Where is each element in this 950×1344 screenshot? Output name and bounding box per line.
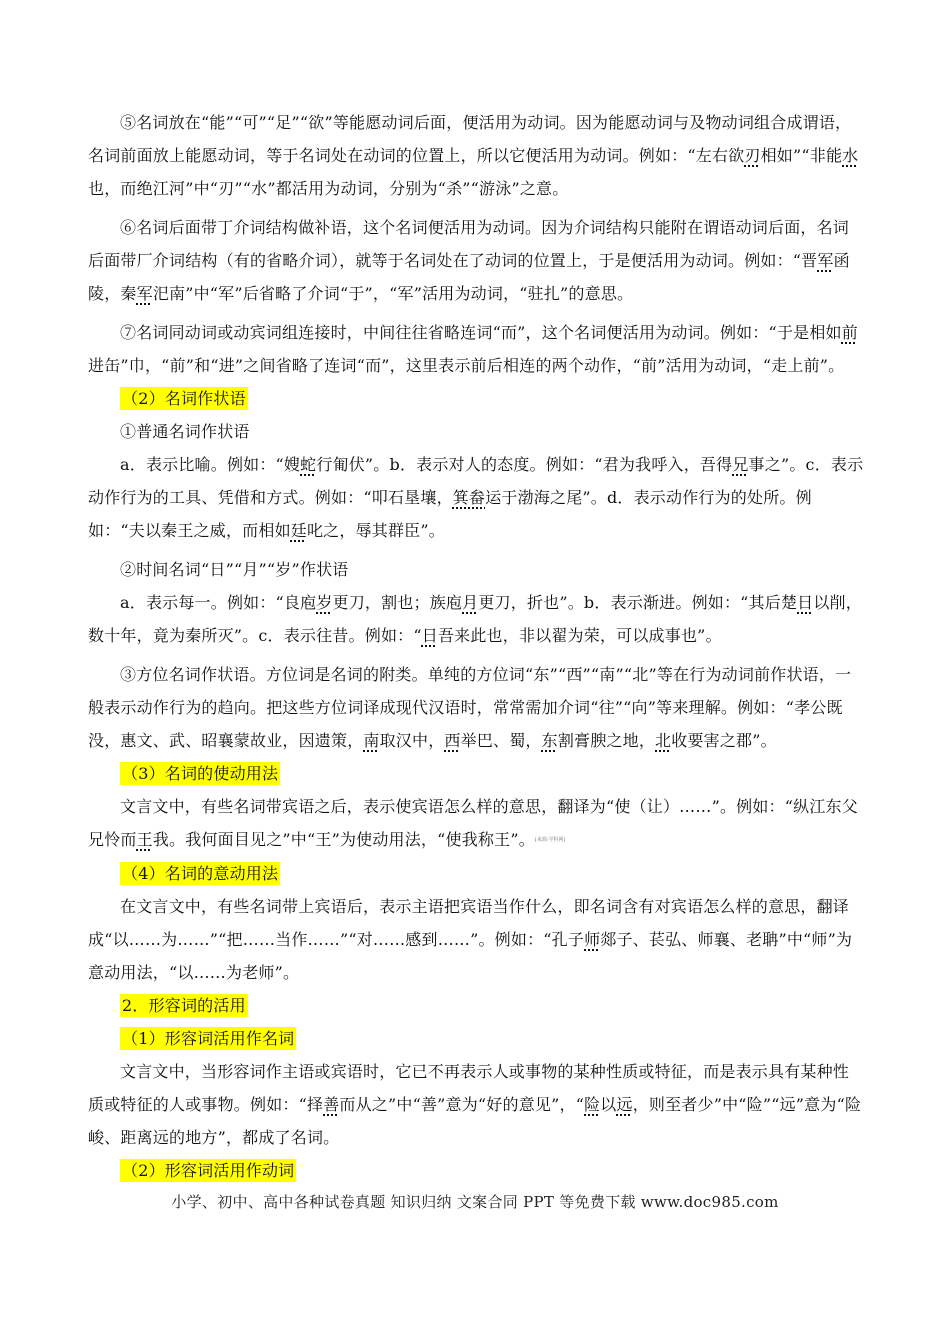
emphasis-dot: 远 bbox=[616, 1095, 633, 1114]
paragraph-noun-putative bbox=[88, 890, 864, 989]
highlighted-heading: 2．形容词的活用 bbox=[122, 996, 246, 1015]
paragraph-noun-with-verb bbox=[88, 316, 864, 382]
text: 更刀，割也；族庖 bbox=[332, 593, 463, 612]
text: 郯子、苌弘、师襄、老聃”中“师”为意动用法，“以……为老师”。 bbox=[88, 930, 853, 982]
highlighted-heading: （2）形容词活用作动词 bbox=[122, 1161, 295, 1180]
paragraph-noun-after-modal-verb bbox=[88, 106, 864, 205]
emphasis-dot: 岁 bbox=[316, 593, 333, 612]
emphasis-dot: 刃 bbox=[744, 146, 761, 165]
emphasis-dot: 险 bbox=[584, 1095, 601, 1114]
text: ②时间名词“日”“月”“岁”作状语 bbox=[120, 560, 349, 579]
text: 事之”。c．表示动作行为的工具、凭借和方式。例如：“叩石垦壤， bbox=[88, 455, 864, 507]
emphasis-dot: 箕畚 bbox=[452, 488, 486, 507]
text: ①普通名词作状语 bbox=[120, 422, 250, 441]
subheading-common-noun-adverbial bbox=[88, 415, 864, 448]
subheading-time-noun-adverbial bbox=[88, 553, 864, 586]
section-heading-noun-adverbial bbox=[88, 382, 864, 415]
text: 收要害之郡”。 bbox=[671, 731, 777, 750]
text: 我。我何面目见之”中“王”为使动用法，“使我称王”。 bbox=[152, 830, 535, 849]
emphasis-dot: 军 bbox=[817, 251, 834, 270]
paragraph-common-noun-examples bbox=[88, 448, 864, 547]
emphasis-dot: 善 bbox=[323, 1095, 340, 1114]
text: 相如”“非能 bbox=[760, 146, 843, 165]
emphasis-dot: 北 bbox=[655, 731, 672, 750]
text: ⑥名词后面带丁介词结构做补语，这个名词便活用为动词。因为介词结构只能附在谓语动词后面，名词后面带厂介词结构（有的省略介词），就等于名词处在了动词的位置上，于是便活用为动词。例如：“晋 bbox=[88, 218, 850, 270]
text: ⑤名词放在“能”“可”“足”“欲”等能愿动词后面，便活用为动词。因为能愿动词与及物动词组合成谓语，名词前面放上能愿动词，等于名词处在动词的位置上，所以它便活用为动词。例如：“左右欲 bbox=[88, 113, 852, 165]
emphasis-dot: 师 bbox=[584, 930, 601, 949]
text: ⑦名词同动词或动宾词组连接时，中间往往省略连词“而”，这个名词便活用为动词。例如：“于是相如 bbox=[120, 323, 842, 342]
text: 行匍伏”。b．表示对人的态度。例如：“君为我呼入，吾得 bbox=[316, 455, 733, 474]
paragraph-noun-causative bbox=[88, 790, 864, 857]
text: 函陵，秦 bbox=[88, 251, 850, 303]
text: 也，而绝江河”中“刃”“水”都活用为动词，分别为“杀”“游泳”之意。 bbox=[88, 179, 569, 198]
text: 举巴、蜀， bbox=[460, 731, 542, 750]
text: 文言文中，有些名词带宾语之后，表示使宾语怎么样的意思，翻译为“使（让）……”。例如：“纵江东父兄怜而 bbox=[88, 797, 858, 849]
emphasis-dot: 西 bbox=[444, 731, 461, 750]
text: 文言文中，当形容词作主语或宾语时，它已不再表示人或事物的某种性质或特征，而是表示具有某种性质或特征的人或事物。例如：“择 bbox=[88, 1062, 850, 1114]
text: a．表示比喻。例如：“嫂 bbox=[120, 455, 301, 474]
text: 而从之”中“善”意为“好的意见”，“ bbox=[339, 1095, 585, 1114]
text: 进缶”巾，“前”和“进”之间省略了连词“而”，这里表示前后相连的两个动作，“前”活用为动词，“走上前”。 bbox=[88, 356, 845, 375]
emphasis-dot: 军 bbox=[136, 284, 153, 303]
highlighted-heading: （3）名词的使动用法 bbox=[122, 764, 279, 783]
text: 叱之，辱其群臣”。 bbox=[306, 521, 445, 540]
emphasis-dot: 廷 bbox=[290, 521, 307, 540]
text: ③方位名词作状语。方位词是名词的附类。单纯的方位词“东”“西”“南”“北”等在行为动词前作状语，一般表示动作行为的趋向。把这些方位词译成现代汉语时，常常需加介词“往”“向”等来理解。例如：“孝公既没，惠文、武、昭襄蒙故业，因遗策， bbox=[88, 665, 852, 750]
text: 在文言文中，有些名词带上宾语后，表示主语把宾语当作什么，即名词含有对宾语怎么样的意思，翻译成“以……为……”“把……当作……”“对……感到……”。例如：“孔子 bbox=[88, 897, 850, 949]
highlighted-heading: （4）名词的意动用法 bbox=[122, 864, 279, 883]
emphasis-dot: 兄 bbox=[732, 455, 749, 474]
text: 更刀，折也”。b．表示渐进。例如：“其后楚 bbox=[478, 593, 798, 612]
section-heading-adjective-as-noun bbox=[88, 1022, 864, 1055]
section-heading-noun-putative bbox=[88, 857, 864, 890]
page-footer: 小学、初中、高中各种试卷真题 知识归纳 文案合同 PPT 等免费下载 www.doc985.com bbox=[171, 1193, 779, 1211]
text: 以削，数十年，竟为秦所灭”。c．表示往昔。例如：“ bbox=[88, 593, 862, 645]
emphasis-dot: 蛇 bbox=[300, 455, 317, 474]
emphasis-dot: 日 bbox=[797, 593, 814, 612]
emphasis-dot: 东 bbox=[541, 731, 558, 750]
section-heading-adjective-as-verb bbox=[88, 1154, 864, 1187]
section-heading-noun-causative bbox=[88, 757, 864, 790]
paragraph-noun-with-prep-complement bbox=[88, 211, 864, 310]
emphasis-dot: 日 bbox=[421, 626, 438, 645]
document-body bbox=[88, 106, 864, 1187]
emphasis-dot: 水 bbox=[842, 146, 859, 165]
highlighted-heading: （2）名词作状语 bbox=[122, 389, 246, 408]
text: 吾来此也，非以翟为荣，可以成事也”。 bbox=[437, 626, 722, 645]
emphasis-dot: 月 bbox=[462, 593, 479, 612]
text: 取汉中， bbox=[379, 731, 445, 750]
section-heading-adjective-usage bbox=[88, 989, 864, 1022]
text: 汜南”中“军”后省略了介词“于”，“军”活用为动词，“驻扎”的意思。 bbox=[152, 284, 634, 303]
text: a．表示每一。例如：“良庖 bbox=[120, 593, 317, 612]
highlighted-heading: （1）形容词活用作名词 bbox=[122, 1029, 295, 1048]
text: 以 bbox=[600, 1095, 617, 1114]
text: 运于渤海之尾”。d．表示动作行为的处所。例如：“夫以秦王之威，而相如 bbox=[88, 488, 812, 540]
source-watermark: [来源:学科网] bbox=[534, 837, 566, 843]
emphasis-dot: 南 bbox=[363, 731, 380, 750]
paragraph-direction-noun-adverbial bbox=[88, 658, 864, 757]
emphasis-dot: 王 bbox=[136, 830, 153, 849]
emphasis-dot: 前 bbox=[841, 323, 858, 342]
text: ，则至者少”中“险”“远”意为“险峻、距离远的地方”，都成了名词。 bbox=[88, 1095, 862, 1147]
text: 割膏腴之地， bbox=[557, 731, 656, 750]
paragraph-time-noun-examples bbox=[88, 586, 864, 652]
paragraph-adjective-as-noun bbox=[88, 1055, 864, 1154]
